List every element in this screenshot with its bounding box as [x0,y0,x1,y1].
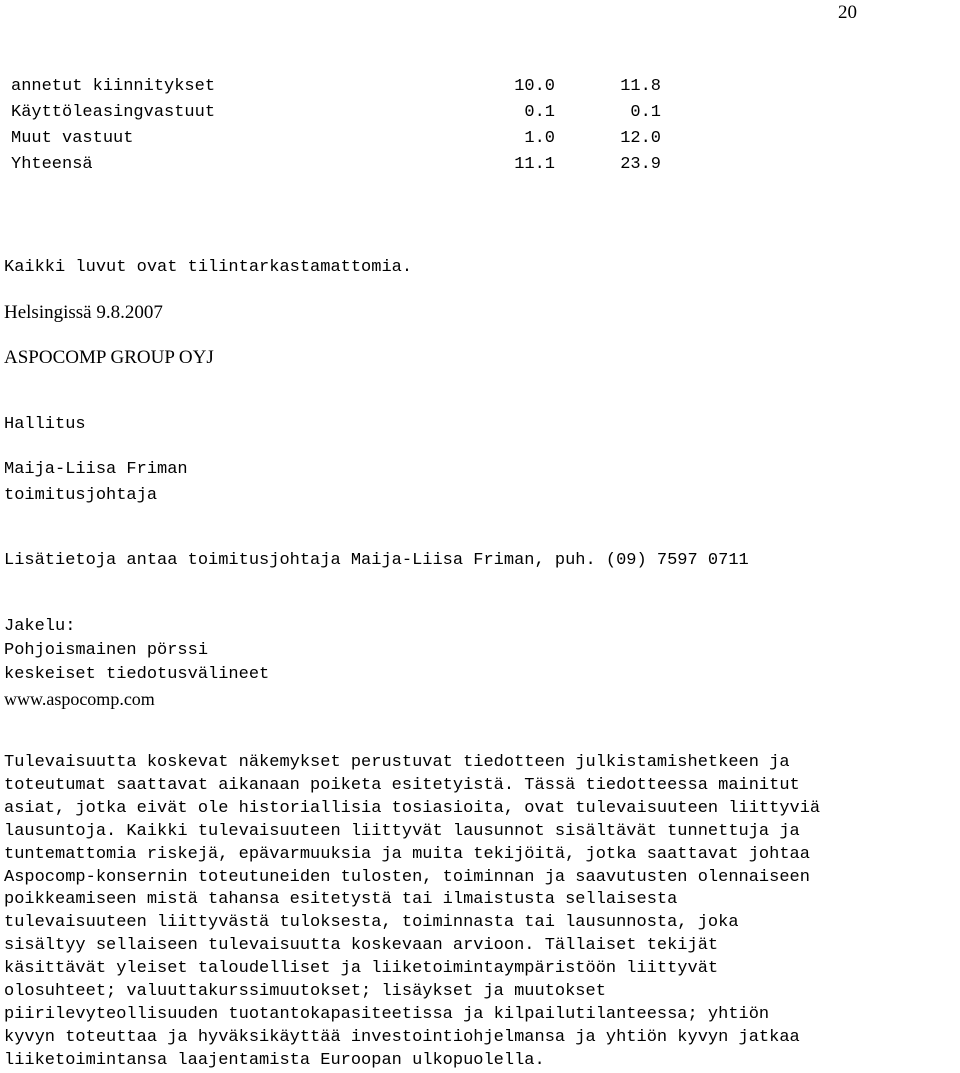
disclaimer-line: lausuntoja. Kaikki tulevaisuuteen liittyvät lausunnot sisältävät tunnettuja ja [4,821,800,841]
disclaimer-line: Aspocomp-konsernin toteutuneiden tulosten, toiminnan ja saavutusten olennaiseen [4,867,810,887]
disclaimer-line: Tulevaisuutta koskevat näkemykset perustuvat tiedotteen julkistamishetkeen ja [4,753,790,772]
distribution-block [4,615,269,711]
page-number: 20 [838,2,857,23]
row-value-2006: 0.1 [630,103,661,122]
row-value-2006: 23.9 [620,155,661,174]
signer-name: Maija-Liisa Friman [4,460,188,479]
board-label: Hallitus [4,415,86,434]
row-value-2006: 12.0 [620,129,661,148]
distribution-item: keskeiset tiedotusvälineet [4,665,270,684]
disclaimer-line: tuntemattomia riskejä, epävarmuuksia ja muita tekijöitä, jotka saattavat johtaa [4,844,810,864]
distribution-heading: Jakelu: [4,617,76,636]
disclaimer-line: toteutumat saattavat aikanaan poiketa esitetyistä. Tässä tiedotteessa mainitut [4,775,800,795]
row-label: Muut vastuut [11,129,134,148]
forward-looking-disclaimer [4,752,956,1073]
distribution-item: Pohjoismainen pörssi [4,641,209,660]
disclaimer-line: asiat, jotka eivät ole historiallisia tosiasioita, ovat tulevaisuuteen liittyviä [4,798,821,818]
disclaimer-line: liiketoimintansa laajentamista Euroopan ulkopuolella. [4,1050,545,1070]
row-label: Yhteensä [11,155,93,174]
row-value-2007: 10.0 [514,77,555,96]
disclaimer-line: tulevaisuuteen liittyvästä tuloksesta, toiminnasta tai lausunnosta, joka [4,913,739,933]
unaudited-note: Kaikki luvut ovat tilintarkastamattomia. [4,258,413,277]
contact-info: Lisätietoja antaa toimitusjohtaja Maija-Liisa Friman, puh. (09) 7597 0711 [4,551,749,570]
disclaimer-line: poikkeamiseen mistä tahansa esitetystä tai ilmaistusta sellaisesta [4,890,678,910]
row-value-2007: 0.1 [524,103,555,122]
signature-block [4,457,188,509]
row-value-2006: 11.8 [620,77,661,96]
distribution-item-website: www.aspocomp.com [4,689,155,709]
disclaimer-line: kyvyn toteuttaa ja hyväksikäyttää investointiohjelmansa ja yhtiön kyvyn jatkaa [4,1027,800,1047]
disclaimer-line: olosuhteet; valuuttakurssimuutokset; lisäykset ja muutokset [4,982,606,1002]
row-label: annetut kiinnitykset [11,77,216,96]
row-value-2007: 11.1 [514,155,555,174]
disclaimer-line: käsittävät yleiset taloudelliset ja liiketoimintaympäristöön liittyvät [4,959,719,979]
place-date: Helsingissä 9.8.2007 [4,302,163,323]
row-value-2007: 1.0 [524,129,555,148]
disclaimer-line: sisältyy sellaiseen tulevaisuutta koskevaan arvioon. Tällaiset tekijät [4,936,719,956]
disclaimer-line: piirilevyteollisuuden tuotantokapasiteetissa ja kilpailutilanteessa; yhtiön [4,1004,770,1024]
company-name: ASPOCOMP GROUP OYJ [4,347,214,368]
signer-title: toimitusjohtaja [4,486,158,505]
row-label: Käyttöleasingvastuut [11,103,216,122]
